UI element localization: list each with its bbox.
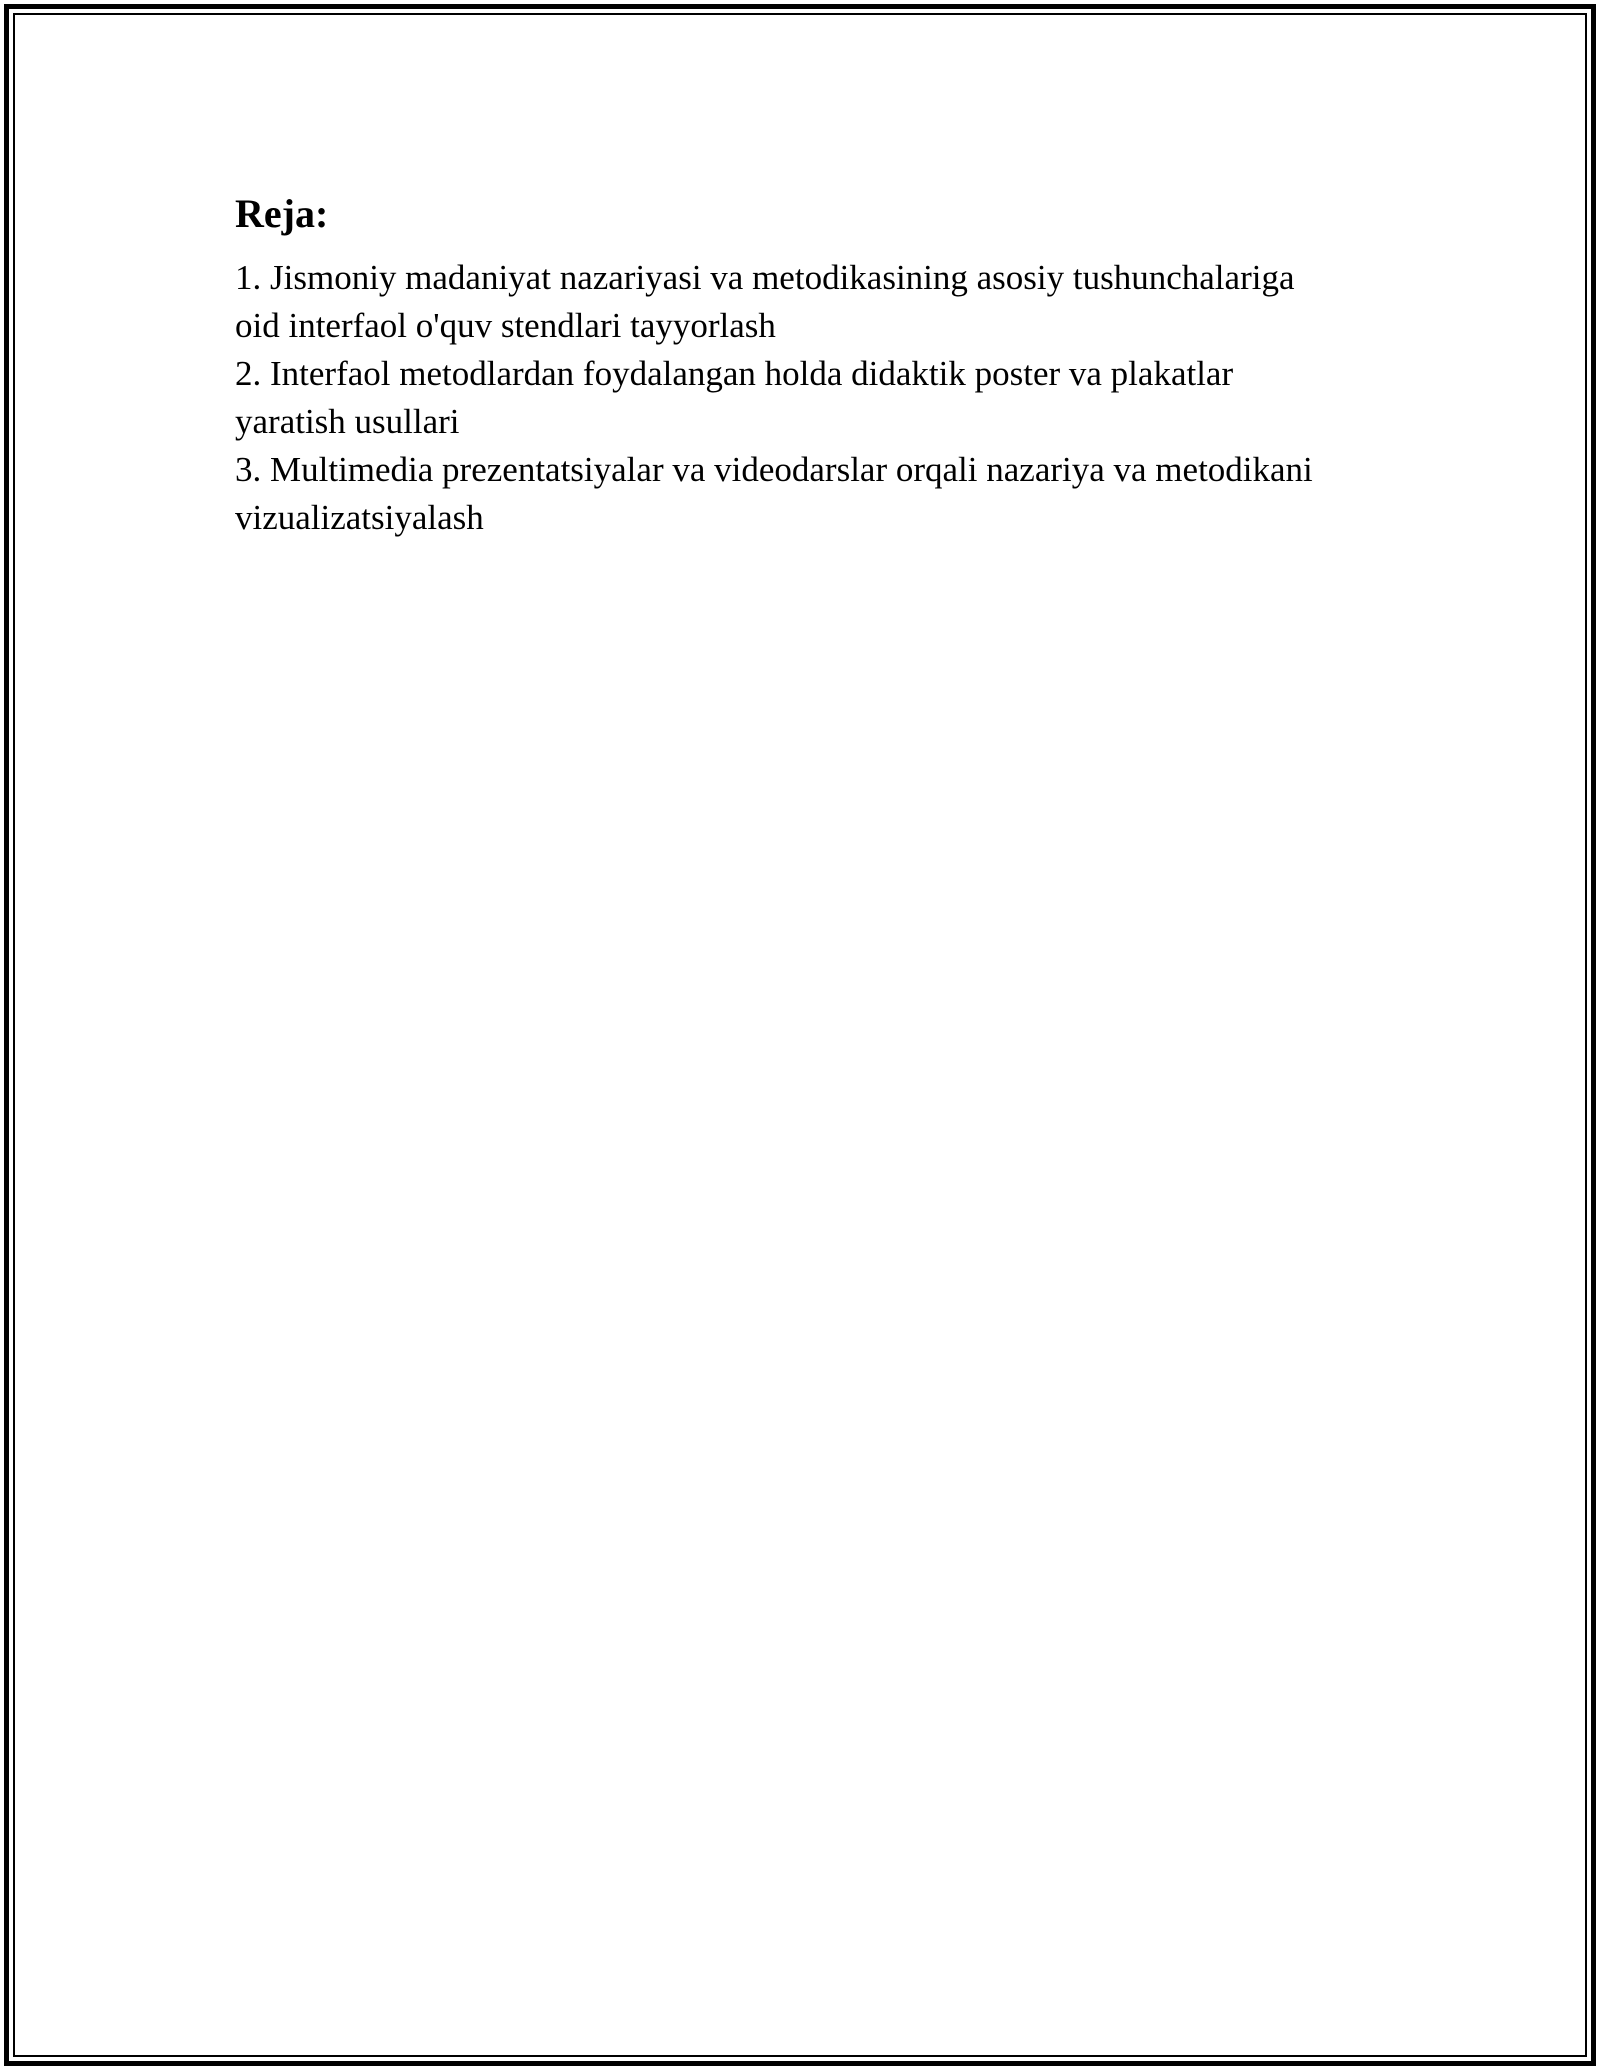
plan-item-text-line: Interfaol metodlardan foydalangan holda didaktik poster va plakatlar xyxy=(270,354,1234,393)
plan-item-3 xyxy=(235,446,1385,542)
plan-item-text-line: oid interfaol o'quv stendlari tayyorlash xyxy=(235,306,776,345)
plan-item-number: 2. xyxy=(235,354,262,393)
plan-list xyxy=(235,254,1385,542)
plan-item-1 xyxy=(235,254,1385,350)
plan-item-text-line: vizualizatsiyalash xyxy=(235,498,484,537)
plan-item-number: 1. xyxy=(235,258,262,297)
plan-item-2 xyxy=(235,350,1385,446)
plan-item-text-line: Multimedia prezentatsiyalar va videodarslar orqali nazariya va metodikani xyxy=(270,450,1313,489)
plan-heading: Reja: xyxy=(235,191,329,236)
document-content xyxy=(235,184,1385,542)
plan-item-number: 3. xyxy=(235,450,262,489)
plan-item-text-line: yaratish usullari xyxy=(235,402,460,441)
plan-item-text-line: Jismoniy madaniyat nazariyasi va metodikasining asosiy tushunchalariga xyxy=(270,258,1295,297)
